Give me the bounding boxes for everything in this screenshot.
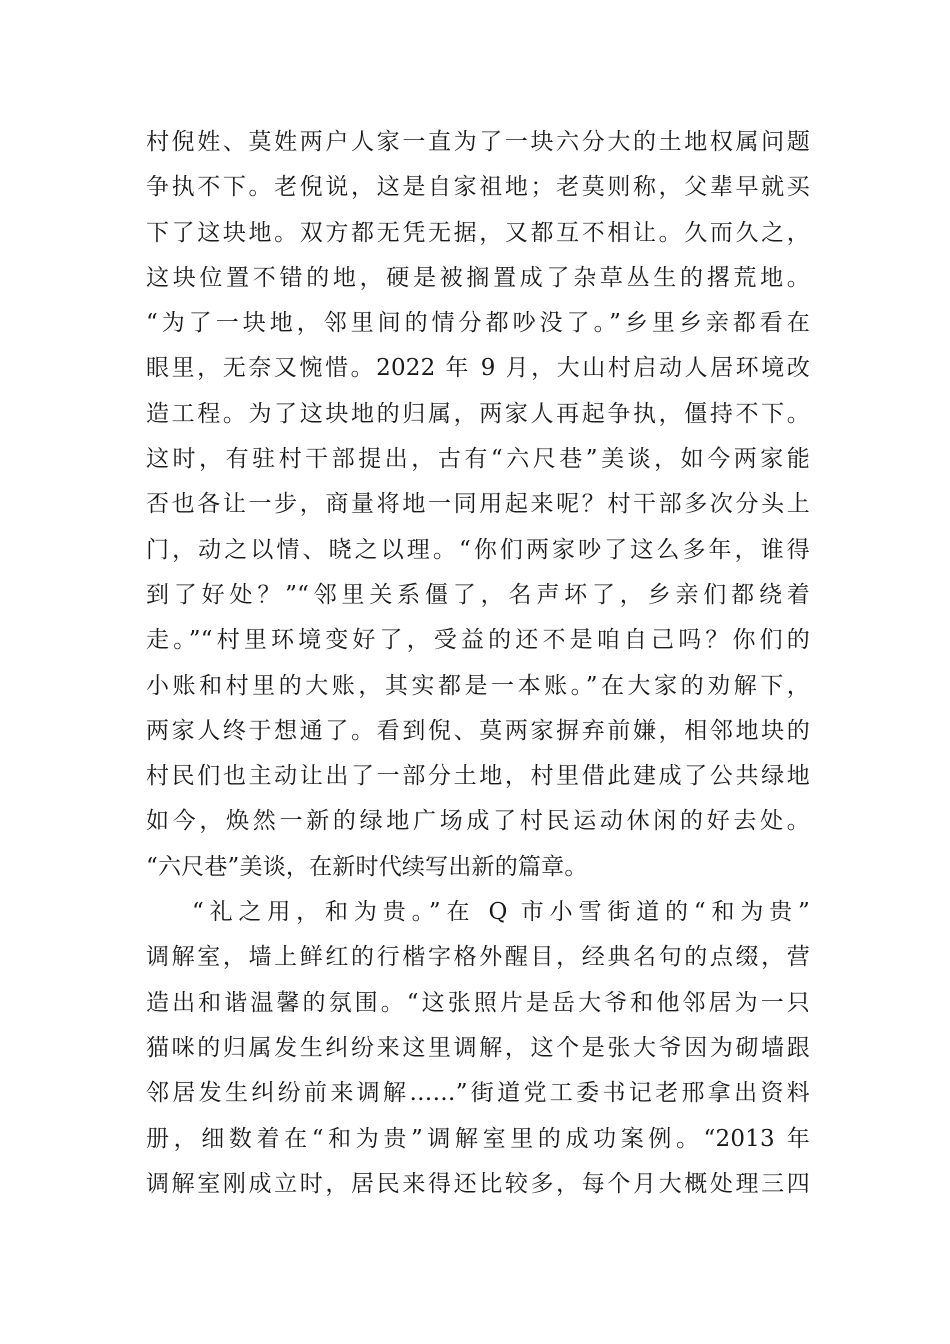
text-line-19: 调解室，墙上鲜红的行楷字格外醒目，经典名句的点缀，营 bbox=[146, 944, 810, 971]
text-line-11: 到了好处？”“邻里关系僵了，名声坏了，乡亲们都绕着 bbox=[146, 581, 810, 608]
text-line-1: 村倪姓、莫姓两户人家一直为了一块六分大的土地权属问题 bbox=[146, 129, 810, 155]
text-line-5: “为了一块地，邻里间的情分都吵没了。”乡里乡亲都看在 bbox=[146, 310, 810, 337]
body-text bbox=[146, 120, 810, 1207]
text-line-9: 否也各让一步，商量将地一同用起来呢？村干部多次分头上 bbox=[146, 491, 810, 518]
text-line-20: 造出和谐温馨的氛围。“这张照片是岳大爷和他邻居为一只 bbox=[146, 989, 810, 1016]
text-line-6: 眼里，无奈又惋惜。2022 年 9 月，大山村启动人居环境改 bbox=[146, 355, 810, 382]
text-line-4: 这块位置不错的地，硬是被搁置成了杂草丛生的撂荒地。 bbox=[146, 264, 810, 291]
text-line-8: 这时，有驻村干部提出，古有“六尺巷”美谈，如今两家能 bbox=[146, 446, 810, 473]
text-line-10: 门，动之以情、晓之以理。“你们两家吵了这么多年，谁得 bbox=[146, 536, 810, 563]
text-line-15: 村民们也主动让出了一部分土地，村里借此建成了公共绿地 bbox=[146, 763, 810, 790]
text-line-2: 争执不下。老倪说，这是自家祖地；老莫则称，父辈早就买 bbox=[146, 174, 810, 201]
text-line-3: 下了这块地。双方都无凭无据，又都互不相让。久而久之， bbox=[146, 219, 810, 246]
text-line-17: “六尺巷”美谈，在新时代续写出新的篇章。 bbox=[146, 853, 588, 880]
text-line-12: 走。”“村里环境变好了，受益的还不是咱自己吗？你们的 bbox=[146, 627, 810, 654]
text-line-23: 册，细数着在“和为贵”调解室里的成功案例。“2013 年 bbox=[146, 1125, 810, 1152]
text-line-16: 如今，焕然一新的绿地广场成了村民运动休闲的好去处。 bbox=[146, 808, 810, 835]
text-line-7: 造工程。为了这块地的归属，两家人再起争执，僵持不下。 bbox=[146, 400, 810, 427]
text-line-24: 调解室刚成立时，居民来得还比较多，每个月大概处理三四 bbox=[146, 1170, 810, 1197]
text-line-13: 小账和村里的大账，其实都是一本账。”在大家的劝解下， bbox=[146, 672, 810, 699]
text-line-21: 猫咪的归属发生纠纷来这里调解，这个是张大爷因为砌墙跟 bbox=[146, 1034, 810, 1061]
text-line-18: “礼之用，和为贵。”在 Q 市小雪街道的“和为贵” bbox=[192, 899, 810, 926]
text-line-22: 邻居发生纠纷前来调解……”街道党工委书记老邢拿出资料 bbox=[146, 1080, 810, 1107]
text-line-14: 两家人终于想通了。看到倪、莫两家摒弃前嫌，相邻地块的 bbox=[146, 717, 810, 744]
